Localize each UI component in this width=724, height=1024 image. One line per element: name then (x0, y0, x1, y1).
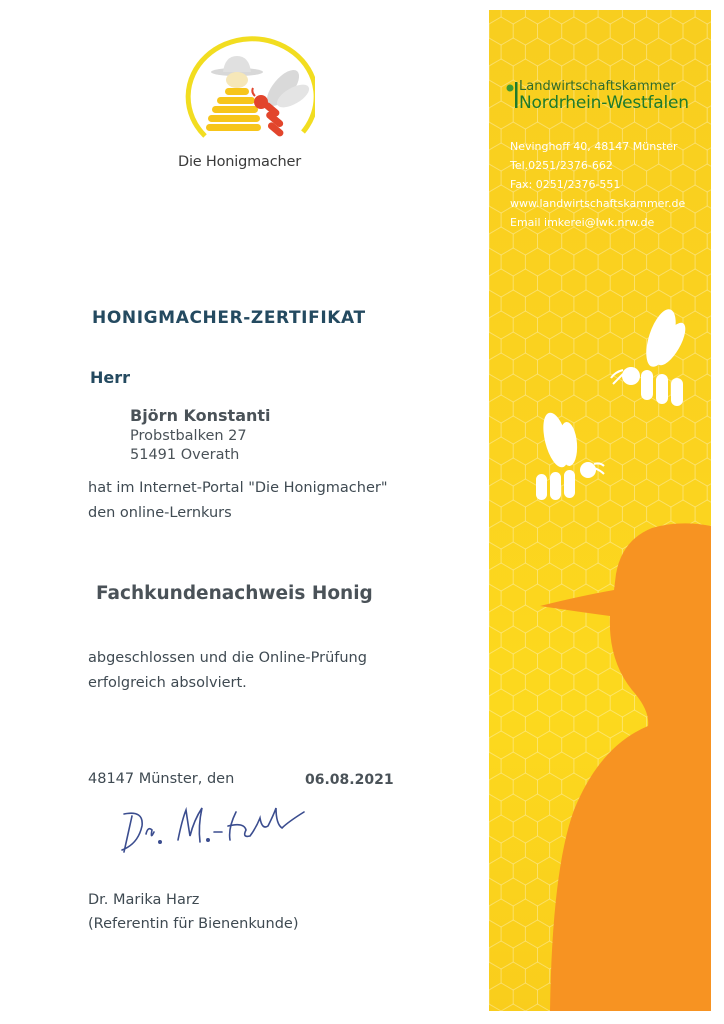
result-line-1: abgeschlossen und die Online-Prüfung (88, 650, 367, 666)
intro-line-2: den online-Lernkurs (88, 505, 232, 521)
bee-icon (534, 412, 606, 502)
contact-email: Email imkerei@lwk.nrw.de (510, 216, 655, 229)
signer-role: (Referentin für Bienenkunde) (88, 916, 299, 932)
contact-website: www.landwirtschaftskammer.de (510, 197, 686, 210)
result-line-2: erfolgreich absolviert. (88, 675, 247, 691)
org-name-line-2: Nordrhein-Westfalen (519, 93, 689, 113)
address-city: 51491 Overath (130, 447, 240, 463)
signer-name: Dr. Marika Harz (88, 892, 200, 908)
signature-icon (118, 800, 310, 860)
contact-address: Nevinghoff 40, 48147 Münster (510, 140, 678, 153)
logo-title: Die Honigmacher (178, 154, 301, 170)
recipient-name: Björn Konstanti (130, 406, 271, 425)
contact-fax: Fax: 0251/2376-551 (510, 178, 621, 191)
beekeeper-silhouette-icon (540, 520, 711, 1011)
certificate-title: HONIGMACHER-ZERTIFIKAT (92, 308, 366, 328)
contact-phone: Tel.0251/2376-662 (510, 159, 613, 172)
intro-line-1: hat im Internet-Portal "Die Honigmacher" (88, 480, 388, 496)
org-name-line-1: Landwirtschaftskammer (519, 79, 676, 94)
address-street: Probstbalken 27 (130, 428, 247, 444)
place: 48147 Münster, den (88, 771, 235, 787)
bee-icon (609, 308, 689, 410)
issue-date: 06.08.2021 (305, 772, 394, 788)
lwk-logo-icon (506, 80, 520, 110)
salutation: Herr (90, 368, 131, 387)
course-name: Fachkundenachweis Honig (96, 583, 373, 604)
honigmacher-logo-icon (175, 36, 315, 148)
